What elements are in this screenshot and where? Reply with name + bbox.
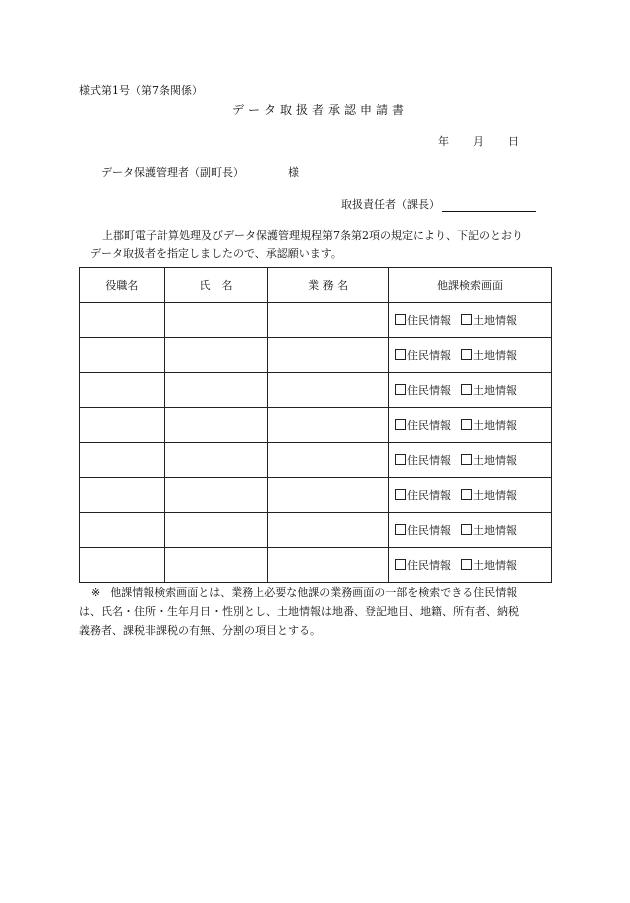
resident-info-checkbox[interactable]	[395, 524, 406, 535]
applicant-label: 取扱責任者（課長）	[341, 198, 440, 211]
duty-cell[interactable]	[268, 338, 389, 373]
body-text	[90, 227, 560, 263]
resident-info-label: 住民情報	[407, 418, 452, 432]
land-info-checkbox[interactable]	[461, 384, 472, 395]
footnote	[79, 583, 557, 640]
resident-info-option[interactable]	[395, 347, 451, 363]
search-options-cell	[389, 338, 552, 373]
resident-info-label: 住民情報	[407, 313, 452, 327]
addressee	[101, 164, 299, 180]
duty-cell[interactable]	[268, 408, 389, 443]
land-info-checkbox[interactable]	[461, 419, 472, 430]
duty-cell[interactable]	[268, 513, 389, 548]
land-info-label: 土地情報	[473, 488, 518, 502]
name-cell[interactable]	[164, 373, 268, 408]
position-cell[interactable]	[80, 338, 165, 373]
name-cell[interactable]	[164, 303, 268, 338]
resident-info-label: 住民情報	[407, 523, 452, 537]
search-options-cell	[389, 303, 552, 338]
resident-info-checkbox[interactable]	[395, 454, 406, 465]
table-header-row	[80, 268, 552, 303]
land-info-checkbox[interactable]	[461, 559, 472, 570]
position-cell[interactable]	[80, 373, 165, 408]
resident-info-option[interactable]	[395, 557, 451, 573]
name-cell[interactable]	[164, 478, 268, 513]
resident-info-option[interactable]	[395, 522, 451, 538]
land-info-option[interactable]	[461, 312, 517, 328]
applicant-signature-field[interactable]	[442, 199, 536, 212]
position-cell[interactable]	[80, 548, 165, 583]
resident-info-checkbox[interactable]	[395, 419, 406, 430]
land-info-option[interactable]	[461, 557, 517, 573]
resident-info-option[interactable]	[395, 487, 451, 503]
resident-info-checkbox[interactable]	[395, 559, 406, 570]
table-row	[80, 303, 552, 338]
resident-info-checkbox[interactable]	[395, 384, 406, 395]
addressee-name: データ保護管理者（副町長）	[101, 166, 244, 179]
duty-cell[interactable]	[268, 443, 389, 478]
footnote-line-1	[79, 583, 557, 602]
footnote-line-3: 義務者、課税非課税の有無、分割の項目とする。	[79, 624, 321, 637]
position-cell[interactable]	[80, 478, 165, 513]
resident-info-checkbox[interactable]	[395, 314, 406, 325]
body-line-2: データ取扱者を指定しましたので、承認願います。	[90, 247, 342, 260]
table-row	[80, 373, 552, 408]
search-options-cell	[389, 513, 552, 548]
date-month-label: 月	[473, 135, 484, 148]
search-options-cell	[389, 408, 552, 443]
handler-table	[79, 267, 552, 583]
land-info-option[interactable]	[461, 417, 517, 433]
resident-info-checkbox[interactable]	[395, 349, 406, 360]
name-cell[interactable]	[164, 548, 268, 583]
land-info-option[interactable]	[461, 522, 517, 538]
form-number: 様式第1号（第7条関係）	[79, 84, 203, 97]
search-options-cell	[389, 548, 552, 583]
applicant	[341, 196, 536, 212]
table-row	[80, 408, 552, 443]
land-info-checkbox[interactable]	[461, 524, 472, 535]
land-info-checkbox[interactable]	[461, 314, 472, 325]
name-cell[interactable]	[164, 338, 268, 373]
resident-info-option[interactable]	[395, 452, 451, 468]
land-info-label: 土地情報	[473, 523, 518, 537]
date-day-label: 日	[508, 135, 519, 148]
duty-cell[interactable]	[268, 303, 389, 338]
table-row	[80, 548, 552, 583]
search-options-cell	[389, 443, 552, 478]
footnote-mark: ※	[91, 586, 101, 599]
name-cell[interactable]	[164, 408, 268, 443]
duty-cell[interactable]	[268, 373, 389, 408]
resident-info-label: 住民情報	[407, 453, 452, 467]
land-info-option[interactable]	[461, 347, 517, 363]
header-position: 役職名	[80, 268, 165, 303]
duty-cell[interactable]	[268, 548, 389, 583]
footnote-line-2: は、氏名・住所・生年月日・性別とし、土地情報は地番、登記地目、地籍、所有者、納税	[79, 605, 519, 618]
document-title: データ取扱者承認申請書	[231, 103, 408, 117]
header-duty: 業 務 名	[268, 268, 389, 303]
land-info-label: 土地情報	[473, 418, 518, 432]
table-row	[80, 443, 552, 478]
search-options-cell	[389, 478, 552, 513]
land-info-checkbox[interactable]	[461, 349, 472, 360]
land-info-label: 土地情報	[473, 558, 518, 572]
date-year-label: 年	[438, 135, 449, 148]
land-info-label: 土地情報	[473, 348, 518, 362]
land-info-label: 土地情報	[473, 453, 518, 467]
resident-info-option[interactable]	[395, 312, 451, 328]
land-info-option[interactable]	[461, 452, 517, 468]
position-cell[interactable]	[80, 303, 165, 338]
table-row	[80, 338, 552, 373]
land-info-checkbox[interactable]	[461, 489, 472, 500]
land-info-label: 土地情報	[473, 313, 518, 327]
header-other-dept-search: 他課検索画面	[389, 268, 552, 303]
land-info-checkbox[interactable]	[461, 454, 472, 465]
position-cell[interactable]	[80, 408, 165, 443]
land-info-label: 土地情報	[473, 383, 518, 397]
position-cell[interactable]	[80, 443, 165, 478]
addressee-honorific: 様	[288, 166, 299, 179]
search-options-cell	[389, 373, 552, 408]
resident-info-label: 住民情報	[407, 348, 452, 362]
resident-info-label: 住民情報	[407, 558, 452, 572]
land-info-option[interactable]	[461, 382, 517, 398]
name-cell[interactable]	[164, 513, 268, 548]
land-info-option[interactable]	[461, 487, 517, 503]
name-cell[interactable]	[164, 443, 268, 478]
resident-info-label: 住民情報	[407, 488, 452, 502]
duty-cell[interactable]	[268, 478, 389, 513]
table-row	[80, 478, 552, 513]
resident-info-option[interactable]	[395, 382, 451, 398]
header-name: 氏 名	[164, 268, 268, 303]
position-cell[interactable]	[80, 513, 165, 548]
footnote-text-1: 他課情報検索画面とは、業務上必要な他課の業務画面の一部を検索できる住民情報	[110, 586, 518, 599]
resident-info-option[interactable]	[395, 417, 451, 433]
body-line-1: 上郡町電子計算処理及びデータ保護管理規程第7条第2項の規定により、下記のとおり	[102, 229, 523, 242]
table-row	[80, 513, 552, 548]
resident-info-label: 住民情報	[407, 383, 452, 397]
date-line	[438, 133, 519, 149]
resident-info-checkbox[interactable]	[395, 489, 406, 500]
